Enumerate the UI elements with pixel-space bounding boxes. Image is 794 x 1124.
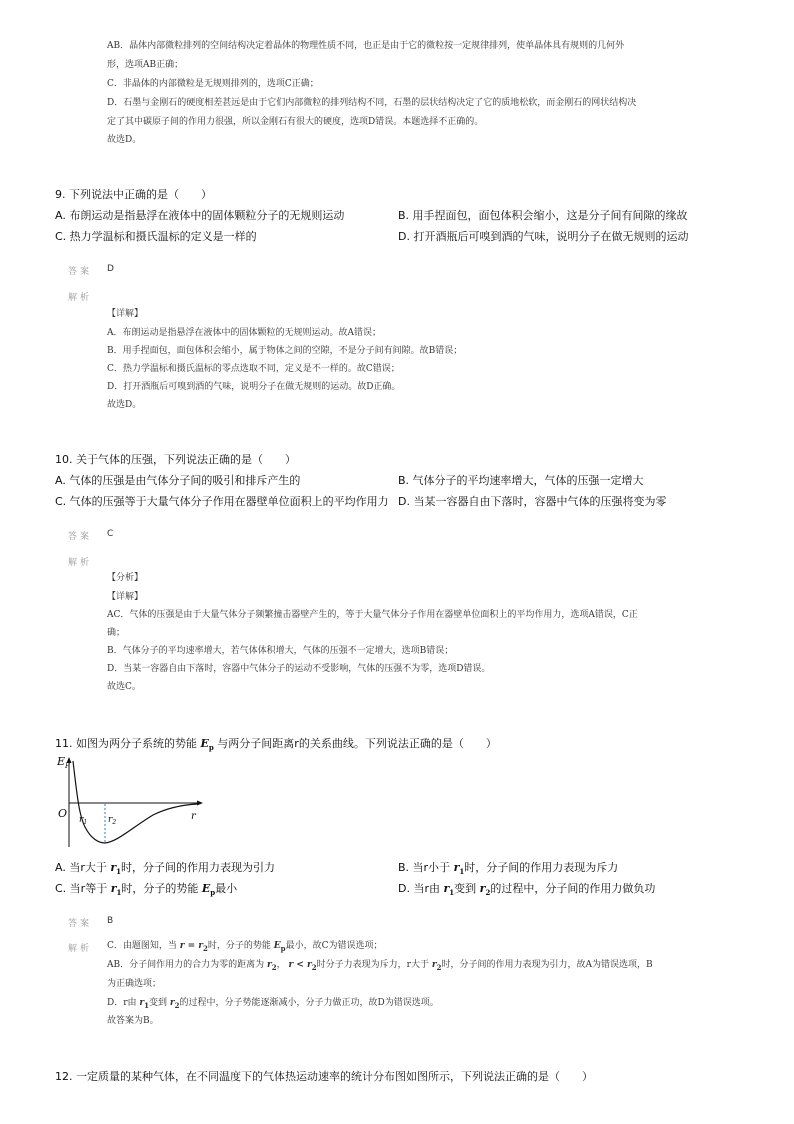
q11-analysis-line-5: 故答案为B。: [107, 1016, 159, 1026]
q9-option-c: C. 热力学温标和摄氏温标的定义是一样的: [55, 230, 257, 243]
q11-answer-value: B: [107, 916, 114, 926]
q10-analysis-line-2: 【详解】: [107, 592, 144, 602]
origin-label: O: [58, 807, 68, 820]
q11-option-b: B. 当r小于 $r_1$时，分子间的作用力表现为斥力: [398, 861, 619, 877]
q11-answer-label: 答案: [68, 919, 93, 929]
q10-analysis-label: 解析: [68, 558, 93, 568]
q10-option-c: C. 气体的压强等于大量气体分子作用在器壁单位面积上的平均作用力: [55, 495, 389, 508]
prev-analysis-line-6: 故选D。: [107, 135, 142, 145]
x-axis-label: r: [191, 811, 196, 822]
q11-analysis-line-3: 为正确选项；: [107, 979, 162, 989]
q10-answer-label: 答案: [68, 532, 93, 542]
q10-analysis-line-3: AC．气体的压强是由于大量气体分子频繁撞击器壁产生的，等于大量气体分子作用在器壁单位面积上的平均作用力，选项A错误，C正: [107, 610, 638, 620]
y-axis-label: $E_P$: [57, 755, 70, 770]
q9-analysis-line-1: 【详解】: [107, 309, 144, 319]
prev-analysis-line-1: AB．晶体内部微粒排列的空间结构决定着晶体的物理性质不同，也正是由于它的微粒按一定规律排列，使单晶体具有规则的几何外: [107, 41, 625, 51]
q9-option-b: B. 用手捏面包，面包体积会缩小，这是分子间有间隙的缘故: [398, 209, 688, 222]
q11-analysis-line-1: C．由题图知，当 $r = r_2$时，分子的势能 $E_p$最小，故C为错误选项；: [107, 941, 383, 953]
q9-analysis-line-3: B．用手捏面包，面包体积会缩小，属于物体之间的空隙，不是分子间有间隙。故B错误；: [107, 346, 463, 356]
q10-analysis-line-4: 确；: [107, 628, 126, 638]
q10-option-a: A. 气体的压强是由气体分子间的吸引和排斥产生的: [55, 474, 301, 487]
q10-option-b: B. 气体分子的平均速率增大，气体的压强一定增大: [398, 474, 644, 487]
q11-ep-symbol: $E_p$: [200, 737, 214, 753]
q9-analysis-label: 解析: [68, 293, 93, 303]
q10-answer-value: C: [107, 529, 114, 539]
q9-answer-label: 答案: [68, 267, 93, 277]
q9-stem: 9. 下列说法中正确的是（ ）: [55, 188, 212, 201]
q10-analysis-line-6: D．当某一容器自由下落时，容器中气体分子的运动不受影响，气体的压强不为零，选项D错误。: [107, 664, 491, 674]
q10-analysis-line-5: B．气体分子的平均速率增大，若气体体积增大，气体的压强不一定增大，选项B错误；: [107, 646, 454, 656]
q11-option-a: A. 当r大于 $r_1$时，分子间的作用力表现为引力: [55, 861, 276, 877]
potential-energy-graph: [55, 755, 205, 850]
prev-analysis-line-5: 定了其中碳原子间的作用力很强，所以金刚石有很大的硬度，选项D错误。本题选择不正确的。: [107, 117, 484, 127]
q11-analysis-line-2: AB．分子间作用力的合力为零的距离为 $r_2$， $r < r_2$时分子力表现为斥力，r大于 $r_2$时，分子间的作用力表现为引力，故A为错误选项，B: [107, 960, 653, 972]
q11-stem-text-1: 11. 如图为两分子系统的势能: [55, 737, 201, 750]
q11-analysis-label: 解析: [68, 944, 93, 954]
x-axis-arrow: [197, 801, 203, 806]
prev-analysis-line-2: 形，选项AB正确；: [107, 60, 184, 70]
q10-stem: 10. 关于气体的压强，下列说法正确的是（ ）: [55, 453, 296, 466]
q11-stem: [55, 735, 497, 752]
q9-analysis-line-6: 故选D。: [107, 400, 142, 410]
q9-analysis-line-2: A．布朗运动是指悬浮在液体中的固体颗粒的无规则运动。故A错误；: [107, 328, 382, 338]
prev-analysis-line-3: C．非晶体的内部微粒是无规则排列的，选项C正确；: [107, 79, 319, 89]
q10-option-d: D. 当某一容器自由下落时，容器中气体的压强将变为零: [398, 495, 667, 508]
q9-analysis-line-4: C．热力学温标和摄氏温标的零点选取不同，定义是不一样的。故C错误；: [107, 364, 400, 374]
q9-analysis-line-5: D．打开酒瓶后可嗅到酒的气味，说明分子在做无规则的运动。故D正确。: [107, 382, 401, 392]
q11-stem-text-2: 与两分子间距离r的关系曲线。下列说法正确的是（ ）: [213, 737, 497, 750]
ep-curve: [73, 761, 197, 843]
q9-option-a: A. 布朗运动是指悬浮在液体中的固体颗粒分子的无规则运动: [55, 209, 345, 222]
prev-analysis-line-4: D．石墨与金刚石的硬度相差甚远是由于它们内部微粒的排列结构不同，石墨的层状结构决定了它的质地松软，而金刚石的网状结构决: [107, 98, 637, 108]
r1-label: $r_1$: [79, 815, 88, 826]
q10-analysis-line-7: 故选C。: [107, 682, 141, 692]
q11-analysis-line-4: D．r由 $r_1$变到 $r_2$的过程中，分子势能逐渐减小，分子力做正功，故D为错误选项。: [107, 998, 439, 1010]
q10-analysis-line-1: 【分析】: [107, 573, 144, 583]
q11-option-c: C. 当r等于 $r_1$时，分子的势能 $E_p$最小: [55, 882, 238, 898]
q9-option-d: D. 打开酒瓶后可嗅到酒的气味，说明分子在做无规则的运动: [398, 230, 689, 243]
q11-option-d: D. 当r由 $r_1$变到 $r_2$的过程中，分子间的作用力做负功: [398, 882, 656, 898]
q12-stem: 12. 一定质量的某种气体，在不同温度下的气体热运动速率的统计分布图如图所示，下列说法正确的是（ ）: [55, 1070, 593, 1083]
r2-label: $r_2$: [108, 815, 117, 826]
q9-answer-value: D: [107, 264, 114, 274]
